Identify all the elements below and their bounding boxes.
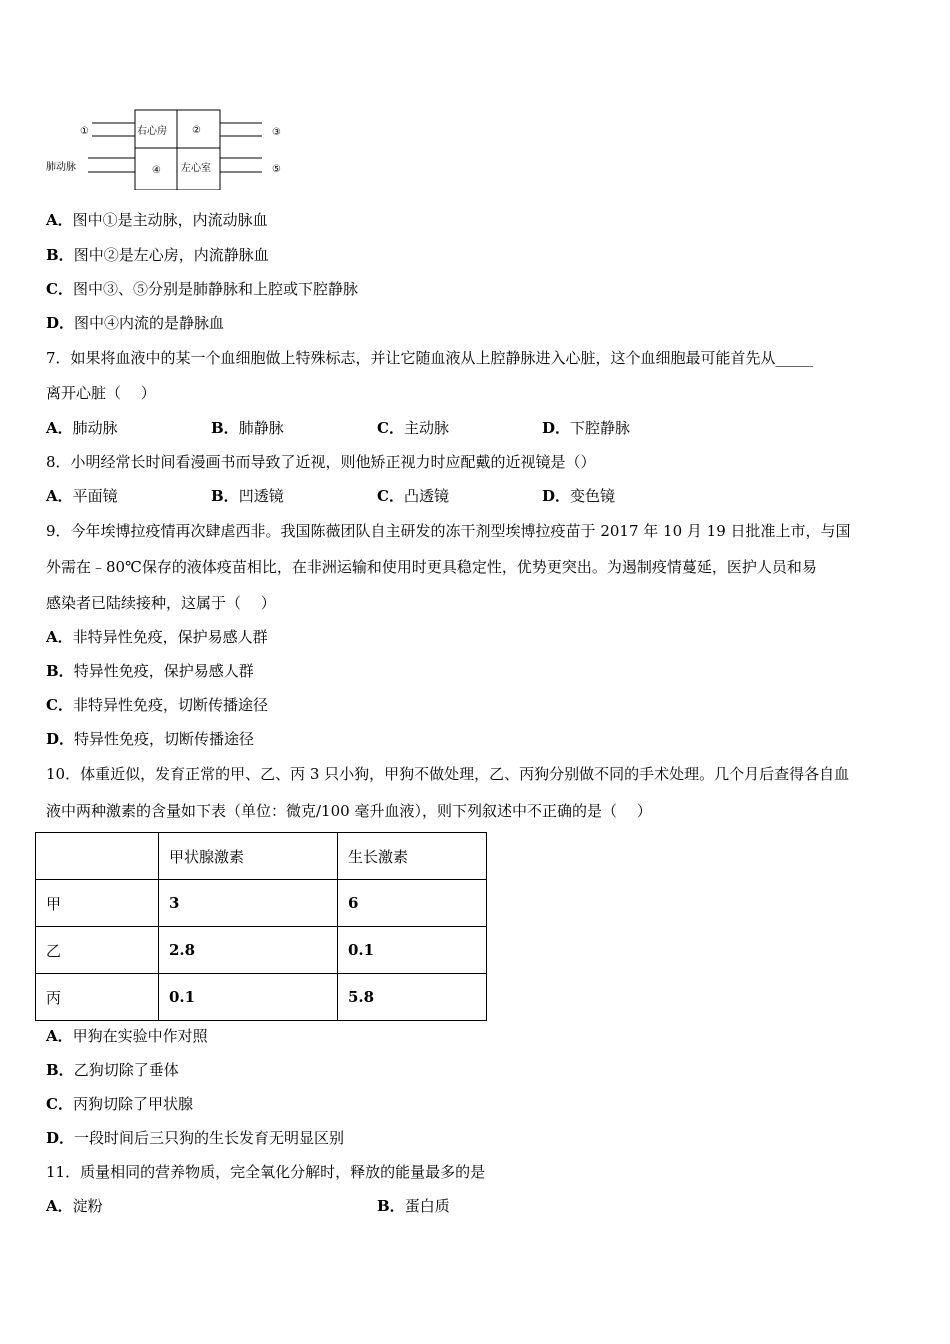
heart-diagram — [40, 100, 300, 190]
q11-option-b: B．蛋白质 — [377, 1197, 450, 1215]
table-cell: 0.1 — [338, 927, 487, 974]
table-cell: 丙 — [36, 974, 159, 1021]
q6-option-c: C．图中③、⑤分别是肺静脉和上腔或下腔静脉 — [46, 280, 358, 298]
label-circle-4: ④ — [152, 165, 161, 176]
q9-stem-line2: 外需在﹣80℃保存的液体疫苗相比，在非洲运输和使用时更具稳定性，优势更突出。为遏制疫情蔓延，医护人员和易 — [46, 558, 817, 576]
table-cell: 6 — [338, 880, 487, 927]
q8-option-b: B．凹透镜 — [211, 487, 284, 505]
q6-option-b: B．图中②是左心房，内流静脉血 — [46, 246, 269, 264]
q8-stem: 8．小明经常长时间看漫画书而导致了近视，则他矫正视力时应配戴的近视镜是（） — [46, 453, 596, 471]
q9-stem-line1: 9．今年埃博拉疫情再次肆虐西非。我国陈薇团队自主研发的冻干剂型埃博拉疫苗于 2017 年 10 月 19 日批准上市，与国 — [46, 522, 851, 540]
q11-option-a: A．淀粉 — [46, 1197, 103, 1215]
q9-stem-line3: 感染者已陆续接种，这属于（ ） — [46, 594, 276, 612]
table-row — [36, 974, 487, 1021]
q10-option-a: A．甲狗在实验中作对照 — [46, 1027, 208, 1045]
table-cell: 3 — [159, 880, 338, 927]
q9-option-c: C．非特异性免疫，切断传播途径 — [46, 696, 268, 714]
q8-option-c: C．凸透镜 — [377, 487, 449, 505]
heart-diagram-svg — [40, 100, 300, 190]
table-header-cell: 生长激素 — [338, 833, 487, 880]
table-cell: 乙 — [36, 927, 159, 974]
label-right-atrium: 右心房 — [137, 126, 167, 137]
q9-option-a: A．非特异性免疫，保护易感人群 — [46, 628, 268, 646]
q10-option-d: D．一段时间后三只狗的生长发育无明显区别 — [46, 1129, 345, 1147]
q7-stem-line2: 离开心脏（ ） — [46, 384, 156, 402]
q10-stem-line2: 液中两种激素的含量如下表（单位：微克/100 毫升血液），则下列叙述中不正确的是（ ） — [46, 802, 652, 820]
q8-option-d: D．变色镜 — [542, 487, 616, 505]
hormone-table — [35, 832, 487, 1021]
label-circle-2: ② — [192, 125, 201, 136]
table-header-cell: 甲状腺激素 — [159, 833, 338, 880]
q6-option-d: D．图中④内流的是静脉血 — [46, 314, 225, 332]
q9-option-b: B．特异性免疫，保护易感人群 — [46, 662, 254, 680]
q10-option-b: B．乙狗切除了垂体 — [46, 1061, 179, 1079]
q8-option-a: A．平面镜 — [46, 487, 118, 505]
q7-option-a: A．肺动脉 — [46, 419, 118, 437]
q7-option-d: D．下腔静脉 — [542, 419, 631, 437]
label-circle-1: ① — [80, 126, 89, 137]
q6-option-a: A．图中①是主动脉，内流动脉血 — [46, 211, 268, 229]
q9-option-d: D．特异性免疫，切断传播途径 — [46, 730, 255, 748]
table-header-cell — [36, 833, 159, 880]
table-cell: 甲 — [36, 880, 159, 927]
q11-stem: 11．质量相同的营养物质，完全氧化分解时，释放的能量最多的是 — [46, 1163, 486, 1181]
table-cell: 0.1 — [159, 974, 338, 1021]
q7-option-c: C．主动脉 — [377, 419, 449, 437]
table-row — [36, 880, 487, 927]
table-header-row — [36, 833, 487, 880]
label-left-ventricle: 左心室 — [181, 163, 211, 174]
label-circle-3: ③ — [272, 127, 281, 138]
table-row — [36, 927, 487, 974]
label-circle-5: ⑤ — [272, 164, 281, 175]
q10-stem-line1: 10．体重近似，发育正常的甲、乙、丙 3 只小狗，甲狗不做处理，乙、丙狗分别做不同的手术处理。几个月后查得各自血 — [46, 765, 850, 783]
table-cell: 2.8 — [159, 927, 338, 974]
q10-option-c: C．丙狗切除了甲状腺 — [46, 1095, 193, 1113]
q7-option-b: B．肺静脉 — [211, 419, 284, 437]
q7-stem-line1: 7．如果将血液中的某一个血细胞做上特殊标志，并让它随血液从上腔静脉进入心脏，这个血细胞最可能首先从_____ — [46, 349, 814, 367]
table-cell: 5.8 — [338, 974, 487, 1021]
label-pulmonary-artery: 肺动脉 — [46, 162, 76, 173]
